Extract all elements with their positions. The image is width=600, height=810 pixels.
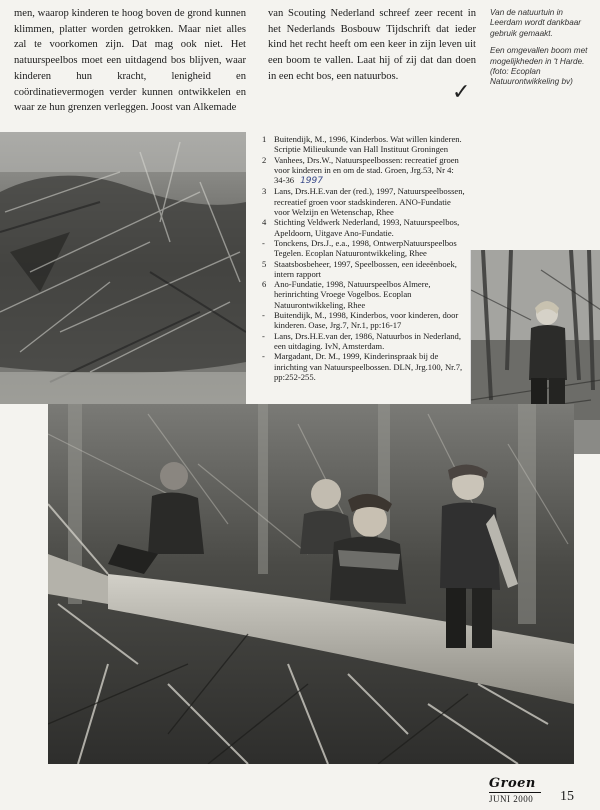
handwritten-check-mark: ✓: [452, 80, 471, 105]
caption-leerdam: Van de natuurtuin in Leerdam wordt dankbaar gebruik gemaakt.: [490, 8, 582, 38]
handwritten-note: 1997: [300, 176, 323, 187]
photo-captions: [490, 8, 594, 95]
photo-branch-mound: [0, 132, 246, 404]
article-column-1: men, waarop kinderen te hoog boven de grond kunnen klimmen, platter worden getrokken. Maar niet alles zal te voorkomen zijn. Dat mag ook niet. Het natuurspeelbos moet een uitdagend bos blijven, waar kinderen hun kracht, lenigheid en coördinatievermogen verder kunnen ontwikkelen en waar ze hun grenzen verleggen. Joost van Alkemade: [14, 8, 246, 114]
reference-item: - Margadant, Dr. M., 1999, Kinderinspraak bij de inrichting van Natuurspeelbossen. DLN, Jrg.100, Nr.7, pp:252-255.: [262, 351, 463, 382]
reference-item: 4 Stichting Veldwerk Nederland, 1993, Natuurspeelbos, Apeldoorn, Uitgave Ano-Fundatie.: [262, 217, 460, 238]
reference-item: - Lans, Drs.H.E.van der, 1986, Natuurbos in Nederland, een uitdaging. IvN, Amsterdam.: [262, 330, 462, 351]
reference-item: 5 Staatsbosbeheer, 1997, Speelbossen, een ideeënboek, intern rapport: [262, 258, 457, 279]
caption-fallen-tree: Een omgevallen boom met mogelijkheden in 't Harde. (foto: Ecoplan Natuurontwikkeling bv): [490, 46, 588, 87]
page-number: 15: [560, 789, 574, 804]
reference-item: - Tonckens, Drs.J., e.a., 1998, OntwerpNatuurspeelbos Tegelen. Ecoplan Natuurontwikkeling, Rhee: [262, 237, 457, 259]
reference-item: 1 Buitendijk, M., 1996, Kinderbos. Wat willen kinderen. Scriptie Milieukunde van Hall Instituut Groningen: [262, 134, 462, 155]
photo-children-on-fallen-tree: [48, 404, 574, 764]
reference-item: 3 Lans, Drs.H.E.van der (red.), 1997, Natuurspeelbossen, recreatief groen voor stadskinderen. ANO-Fundatie voor Welzijn en Wetenschap, Rhee: [262, 186, 465, 218]
reference-item: 6 Ano-Fundatie, 1998, Natuurspeelbos Almere, herinrichting Vroege Vogelbos. Ecoplan Natuurontwikkeling, Rhee: [262, 279, 431, 310]
reference-list: [262, 134, 466, 382]
reference-item: - Buitendijk, M., 1998, Kinderbos, voor kinderen, door kinderen. Oase, Jrg.7, Nr.1, pp:16-17: [262, 310, 459, 331]
magazine-logo: Groen: [489, 776, 536, 791]
issue-date: JUNI 2000: [489, 794, 534, 804]
reference-item: 2 Vanhees, Drs.W., Natuurspeelbossen: recreatief groen voor kinderen in en om de stad. Groen, Jrg.53, Nr 4: 34-36 1997: [262, 154, 459, 187]
article-column-2: van Scouting Nederland schreef zeer recent in het Nederlands Bosbouw Tijdschrift dat ieder kind het recht heeft om een keer in zijn leven uit een boom te vallen. Laat hij of zij dat dan doen in een echt bos, een natuurbos.: [268, 8, 476, 82]
